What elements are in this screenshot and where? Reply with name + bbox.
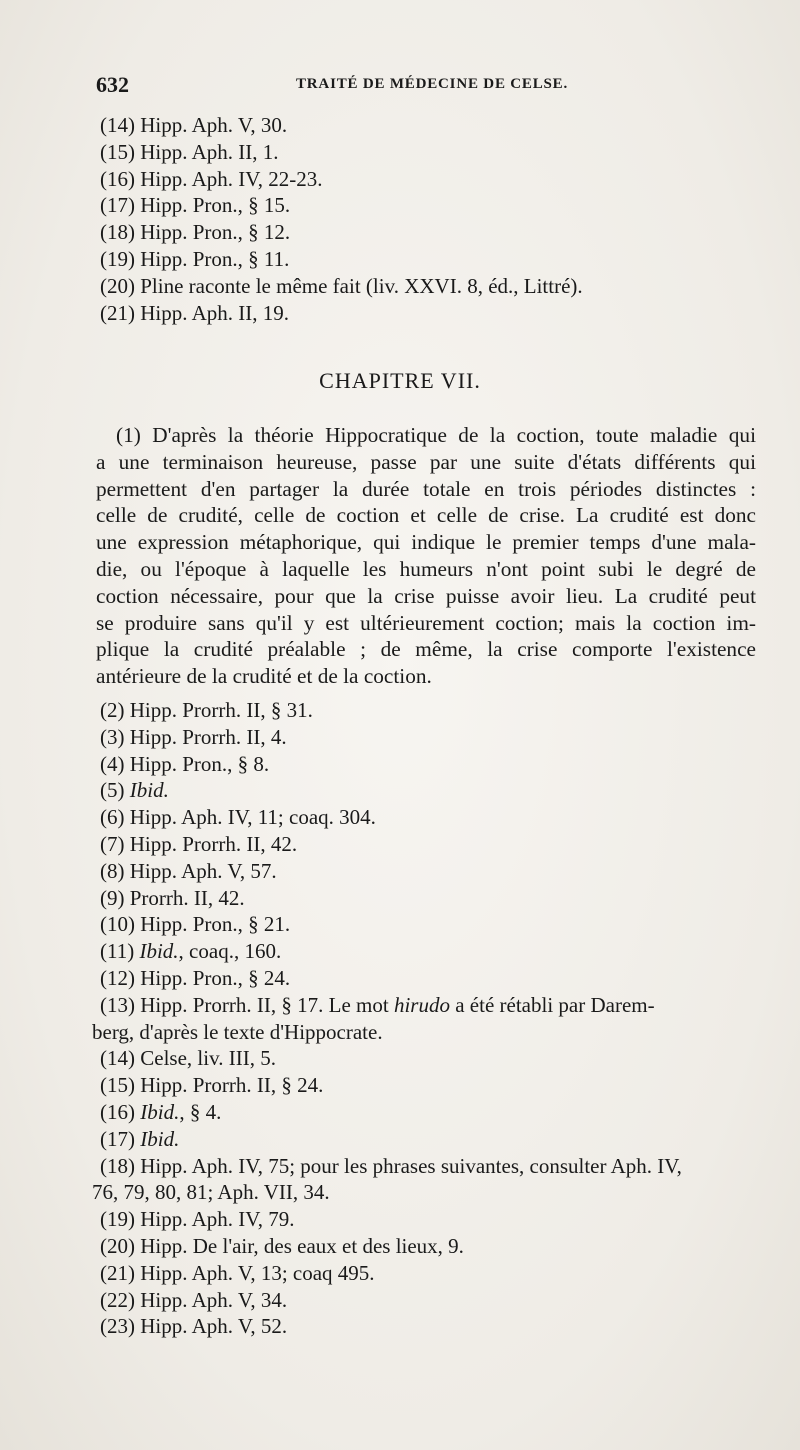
note-line: (17) Ibid. <box>100 1126 180 1151</box>
paragraph-line: une expression métaphorique, qui indique le premier temps d'une mala- <box>96 530 756 555</box>
note-line: (19) Hipp. Aph. IV, 79. <box>100 1207 295 1232</box>
notes-top-list <box>100 112 770 326</box>
note-line: (16) Hipp. Aph. IV, 22-23. <box>100 166 323 191</box>
paragraph-line: antérieure de la crudité et de la coction. <box>96 664 432 689</box>
note-line: (15) Hipp. Prorrh. II, § 24. <box>100 1073 324 1098</box>
note-line: (15) Hipp. Aph. II, 1. <box>100 139 279 164</box>
paragraph-line: celle de crudité, celle de coction et celle de crise. La crudité est donc <box>96 503 756 528</box>
note-line: (19) Hipp. Pron., § 11. <box>100 246 290 271</box>
paragraph-line: coction nécessaire, pour que la crise puisse avoir lieu. La crudité peut <box>96 583 756 608</box>
page-header <box>96 72 776 106</box>
paragraph-line: se produire sans qu'il y est ultérieurement coction; mais la coction im- <box>96 610 756 635</box>
note-line: (22) Hipp. Aph. V, 34. <box>100 1287 288 1312</box>
note-line: (7) Hipp. Prorrh. II, 42. <box>100 831 298 856</box>
note-line: (13) Hipp. Prorrh. II, § 17. Le mot hirudo a été rétabli par Darem- <box>100 992 655 1017</box>
paragraph-line: (1) D'après la théorie Hippocratique de la coction, toute maladie qui <box>116 423 756 447</box>
note-line: (6) Hipp. Aph. IV, 11; coaq. 304. <box>100 805 376 830</box>
paragraph-line: permettent d'en partager la durée totale en trois périodes distinctes : <box>96 476 756 501</box>
note-continuation: 76, 79, 80, 81; Aph. VII, 34. <box>92 1180 330 1205</box>
page-number: 632 <box>96 72 129 97</box>
note-line: (10) Hipp. Pron., § 21. <box>100 912 291 937</box>
note-line: (21) Hipp. Aph. II, 19. <box>100 300 289 325</box>
paragraph-line: die, ou l'époque à laquelle les humeurs n'ont point subi le degré de <box>96 556 756 581</box>
note-line: (23) Hipp. Aph. V, 52. <box>100 1314 288 1339</box>
note-line: (16) Ibid., § 4. <box>100 1099 222 1124</box>
note-line: (18) Hipp. Aph. IV, 75; pour les phrases suivantes, consulter Aph. IV, <box>100 1153 682 1178</box>
note-line: (17) Hipp. Pron., § 15. <box>100 193 291 218</box>
note-line: (4) Hipp. Pron., § 8. <box>100 751 270 776</box>
paragraph-line: plique la crudité préalable ; de même, la crise comporte l'existence <box>96 637 756 662</box>
paragraph-line: a une terminaison heureuse, passe par une suite d'états différents qui <box>96 449 756 474</box>
note-line: (18) Hipp. Pron., § 12. <box>100 220 291 245</box>
note-line: (8) Hipp. Aph. V, 57. <box>100 858 277 883</box>
note-line: (12) Hipp. Pron., § 24. <box>100 965 291 990</box>
note-line: (20) Hipp. De l'air, des eaux et des lieux, 9. <box>100 1233 464 1258</box>
note-line: (14) Celse, liv. III, 5. <box>100 1046 276 1071</box>
note-line: (20) Pline raconte le même fait (liv. XXVI. 8, éd., Littré). <box>100 273 583 298</box>
note-line: (21) Hipp. Aph. V, 13; coaq 495. <box>100 1260 375 1285</box>
chapter-title: CHAPITRE VII. <box>319 368 481 393</box>
running-title: TRAITÉ DE MÉDECINE DE CELSE. <box>296 76 569 92</box>
note-continuation: berg, d'après le texte d'Hippocrate. <box>92 1019 383 1044</box>
notes-bottom-list <box>92 697 770 1340</box>
note-paragraph <box>96 422 756 690</box>
note-line: (5) Ibid. <box>100 778 169 803</box>
note-line: (9) Prorrh. II, 42. <box>100 885 245 910</box>
note-line: (2) Hipp. Prorrh. II, § 31. <box>100 698 313 722</box>
note-line: (11) Ibid., coaq., 160. <box>100 939 282 964</box>
note-line: (3) Hipp. Prorrh. II, 4. <box>100 724 287 749</box>
note-line: (14) Hipp. Aph. V, 30. <box>100 113 288 137</box>
